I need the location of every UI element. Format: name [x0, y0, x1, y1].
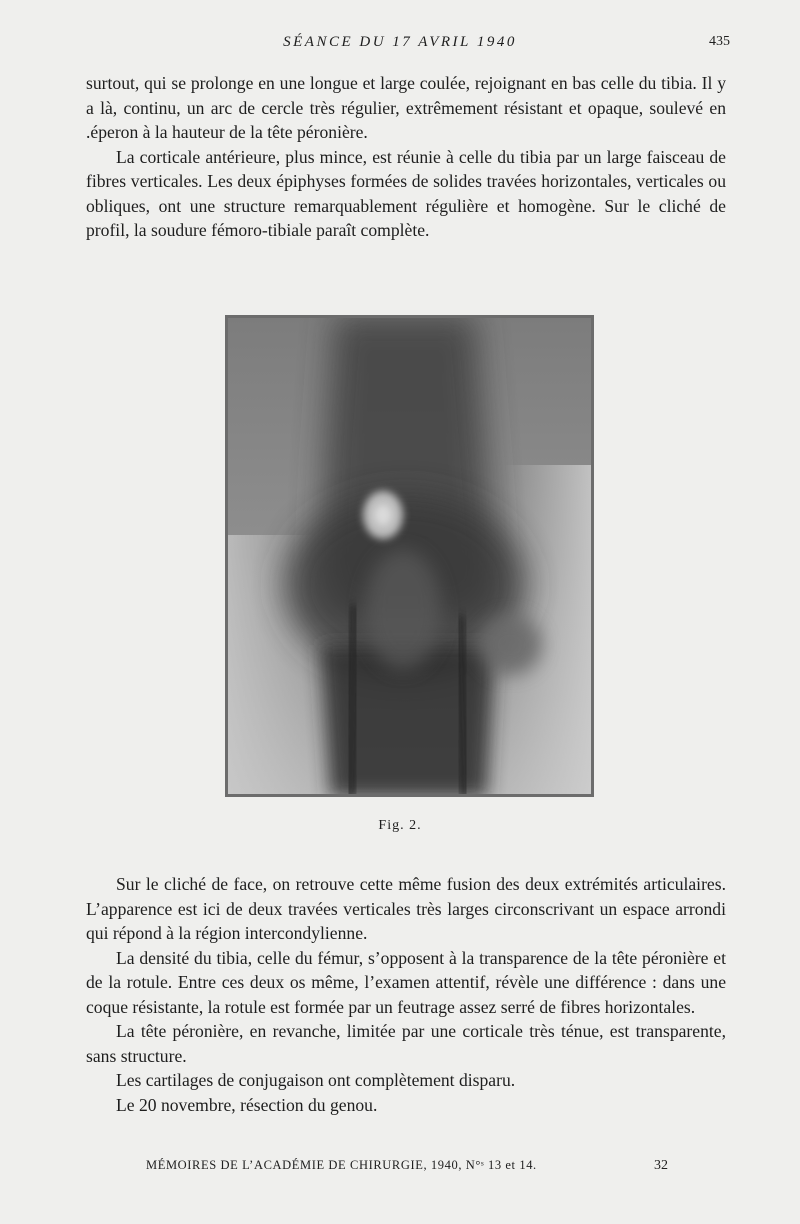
running-head — [0, 34, 800, 56]
knee-xray-image — [225, 315, 594, 797]
paragraph: La densité du tibia, celle du fémur, s’opposent à la transparence de la tête péronière et de la rotule. Entre ces deux os même, l’examen attentif, révèle une différence : dans une coque résistante, la rotule est formée par un feutrage assez serré de fibres horizontales. — [86, 947, 726, 1017]
radiograph-figure — [225, 315, 594, 797]
figure-caption: Fig. 2. — [378, 818, 422, 833]
journal-footer: MÉMOIRES DE L’ACADÉMIE DE CHIRURGIE, 1940, N°ˢ 13 et 14. — [146, 1158, 537, 1172]
page-footer — [0, 1158, 800, 1178]
running-title: SÉANCE DU 17 AVRIL 1940 — [283, 34, 517, 50]
paragraph: Les cartilages de conjugaison ont complètement disparu. — [116, 1070, 516, 1090]
paragraph: La tête péronière, en revanche, limitée par une corticale très ténue, est transparente, sans structure. — [86, 1021, 726, 1066]
bottom-text-block — [86, 872, 726, 1117]
page-number: 435 — [709, 34, 730, 49]
paragraph: Le 20 novembre, résection du genou. — [116, 1094, 378, 1115]
paragraph: La corticale antérieure, plus mince, est réunie à celle du tibia par un large faisceau de fibres verticales. Les deux épiphyses formées de solides travées horizontales, verticales ou obliques, ont une structure remarquablement régulière et homogène. Sur le cliché de profil, la soudure fémoro-tibiale paraît complète. — [86, 146, 726, 240]
signature-mark: 32 — [654, 1158, 668, 1173]
top-text-block — [86, 71, 726, 243]
paragraph: Sur le cliché de face, on retrouve cette même fusion des deux extrémités articulaires. L’apparence est ici de deux travées verticales très larges circonscrivant un espace arrondi qui répond à la région intercondylienne. — [86, 874, 726, 943]
paragraph: surtout, qui se prolonge en une longue et large coulée, rejoignant en bas celle du tibia. Il y a là, continu, un arc de cercle très régulier, extrêmement résistant et opaque, soulevé en .éperon à la hauteur de la tête péronière. — [86, 73, 726, 142]
